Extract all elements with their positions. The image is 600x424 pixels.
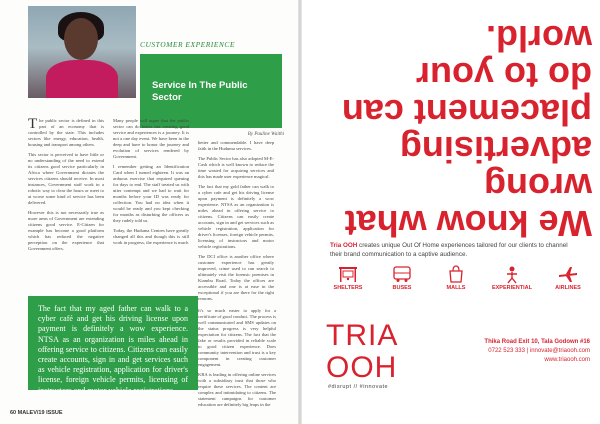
pull-quote: The fact that my aged father can walk to a cyber café and get his driving license upon payment is definitely a wow experience. NTSA as an organization is miles ahead in offering service to citizens. Citizens can easily create accounts, sign in and get services such as vehicle registration, application for driver's license, foreign vehicle permits, licensing of instructors and motor vehicle registrations. (28, 296, 198, 390)
logo-wordmark: TRIA OOH (326, 319, 398, 384)
experiential-icon (501, 264, 523, 284)
byline: By Pauline Waithi (247, 132, 284, 137)
icon-label: EXPERIENTIAL (491, 285, 533, 291)
icon-buses (376, 264, 428, 291)
airplane-icon (557, 264, 579, 284)
ad-headline: We know what wrong advertising placement can do to your world. (341, 18, 592, 244)
paragraph: The Public Sector has also adopted M-E-Cash which is well known to reduce the time wasted for acquiring services and this has made user experience magical. (198, 156, 274, 179)
right-page-ad (302, 0, 600, 424)
icon-label: SHELTERS (333, 285, 363, 291)
paragraph: I remember getting an Identification Card when I turned eighteen. It was an arduous exercise that required queuing for days to end. The staff treated us with utter contempt and we had to wait for months before your ID was ready for collection. You had no idea when it would be ready and you kept checking for months as disturbing the officers as they rudely told us. (113, 164, 189, 223)
paragraph: The DCI office is another office where customer experience has greatly improved, crime used to run search to ultimately visit the forensic premises in Kiambu Road. Today the offices are accessible and one is at ease in the exceptional if you are there for the right reasons. (198, 254, 274, 301)
icon-shelters (322, 264, 374, 291)
column-1 (28, 118, 104, 256)
page-footer: 60 MALEV/19 ISSUE (10, 410, 63, 416)
logo-tagline: #disrupt // #innovate (328, 384, 389, 390)
paragraph: The fact that my gold father can walk to a cyber cafe and get his driving license upon payment is definitely a wow experience. NTSA as an organization is miles ahead in offering service to citizens. Citizens can easily create accounts, sign in and get services such as vehicle registration, application for driver's licenses, foreign vehicle permits, licensing of instructors and motor vehicle registrations. (198, 184, 274, 249)
service-icons (316, 264, 598, 304)
paragraph: better and commendable. I have deep faith in the Huduma services. (198, 140, 274, 151)
paragraph: Many people will argue that the public sector can do better but creating good service and experiences is a journey. It is not a one day event. We have been in the deep and have to honor the journey and evolution of services rendered by Government. (113, 118, 189, 159)
paragraph: However this is not necessarily true as more arms of Government are extending citizens good service. E-Citizen for example has become a good platform which has reduced the negative perception on the experience that Government offers. (28, 210, 104, 251)
photo-body (46, 60, 118, 98)
shelter-icon (337, 264, 359, 284)
dropcap: T (28, 116, 38, 132)
column-3 (198, 140, 274, 306)
title-box (140, 54, 282, 128)
headline-rotated (316, 6, 592, 242)
paragraph: Today, the Huduma Centres have greatly changed all this and though this is still work in progress, the experience is much (113, 228, 189, 245)
paragraph: It's so much easier to apply for a certificate of good conduct. The process is well communicated and SMS updates on the status progress is very helpful expectation for citizens. The fact that the fake or results provided in reliable scale to good citizen experience. Does community intervention and trust is a key component in creating customer engagement. (198, 308, 276, 367)
brand-name: Tria OOH (330, 242, 358, 249)
photo-face (64, 18, 98, 60)
article-title: Service In The Public Sector (152, 80, 248, 103)
column-2 (113, 118, 189, 250)
address: Thika Road Exit 10, Tala Godown #16 (484, 339, 590, 345)
icon-label: BUSES (392, 285, 412, 291)
paragraph: KRA is leading in offering online services with a subsidiary trust that those who require these services. The content are complex and intimidating to citizens. The statement campaigns for customer education are definitely big leaps in the (198, 372, 276, 407)
paragraph: The public sector is defined in this part of an economy that is controlled by the state. This includes sectors like energy, education, health, housing and transport among others. (28, 116, 104, 147)
icon-label: AIRLINES (555, 285, 581, 291)
website: www.triaooh.com (544, 357, 590, 363)
author-photo (28, 6, 136, 98)
column-3-continued (198, 308, 276, 412)
tria-ooh-logo (326, 319, 446, 390)
category-label: CUSTOMER EXPERIENCE (140, 40, 235, 49)
bus-icon (391, 264, 413, 284)
ad-description (330, 242, 580, 259)
ad-description-text: creates unique Out Of Home experiences tailored for our clients to channel their brand communication to a captive audience. (330, 242, 568, 258)
icon-label: MALLS (446, 285, 466, 291)
contact-info (450, 338, 590, 365)
icon-airlines (542, 264, 594, 291)
icon-malls (430, 264, 482, 291)
phone-email: 0722 523 333 | innovate@triaooh.com (488, 348, 590, 354)
mall-icon (445, 264, 467, 284)
paragraph: This sector is perceived to have little or no understanding of the need to extend its citizens good service particularly in Africa where Government dictates the services citizens should receive. In most instances, Government staff work in a robotic way to clear the hours or meet to at worse some kind of service has been delivered. (28, 152, 104, 205)
icon-experiential (486, 264, 538, 291)
